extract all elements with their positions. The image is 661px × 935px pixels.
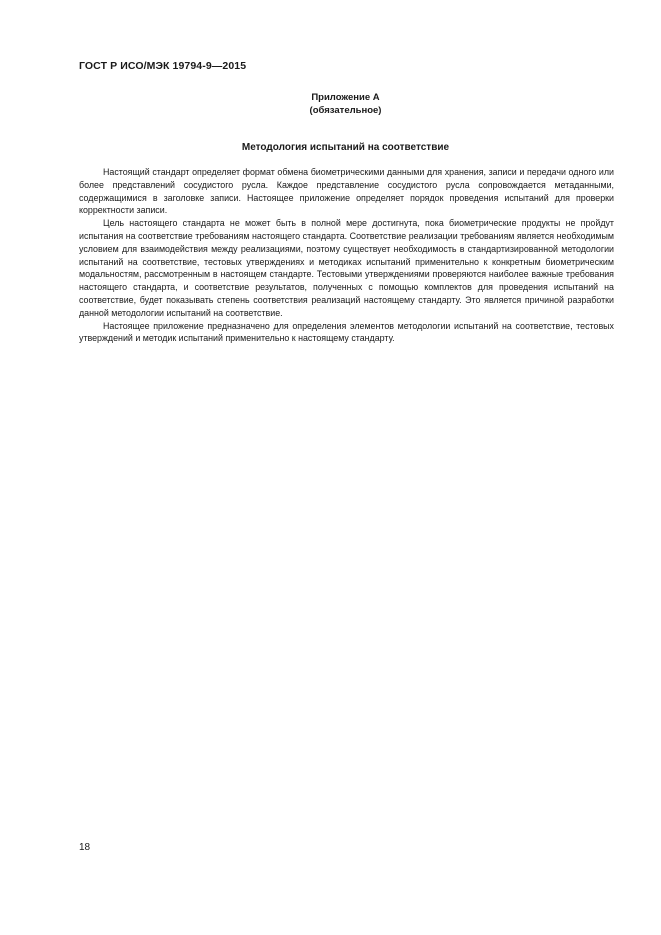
section-heading xyxy=(0,142,661,153)
paragraph: Цель настоящего стандарта не может быть в полной мере достигнута, пока биометрические продукты не пройдут испытания на соответствие требованиям настоящего стандарта. Соответствие реализации требованиям является необходимым условием для взаимодействия между реализациями, поэтому существует необходимость в стандартизированной методологии испытаний на соответствие, тестовых утверждениях и методиках испытаний применительно к конкретным биометрическим модальностям, рассмотренным в настоящем стандарте. Тестовыми утверждениями проверяются наиболее важные требования настоящего стандарта, и соответствие результатов, полученных с помощью комплектов для проведения испытаний на соответствие, будет показывать степень соответствия реализаций настоящему стандарту. Это является причиной разработки данной методологии испытаний на соответствие. xyxy=(79,218,614,318)
paragraph: Настоящее приложение предназначено для определения элементов методологии испытаний на соответствие, тестовых утверждений и методик испытаний применительно к настоящему стандарту. xyxy=(79,320,614,344)
annex-title: Приложение А xyxy=(311,92,380,103)
standard-code: ГОСТ Р ИСО/МЭК 19794-9—2015 xyxy=(79,60,247,72)
page-number: 18 xyxy=(79,842,91,853)
annex-status: (обязательное) xyxy=(309,105,382,116)
section-title: Методология испытаний на соответствие xyxy=(241,142,450,153)
paragraph: Настоящий стандарт определяет формат обмена биометрическими данными для хранения, записи и передачи одного или более представлений сосудистого русла. Каждое представление сосудистого русла сопровождается метаданными, содержащимися в заголовке записи. Настоящее приложение определяет порядок проведения испытаний для проверки корректности записи. xyxy=(79,167,614,216)
annex-header xyxy=(0,91,661,117)
body-text xyxy=(79,166,614,345)
